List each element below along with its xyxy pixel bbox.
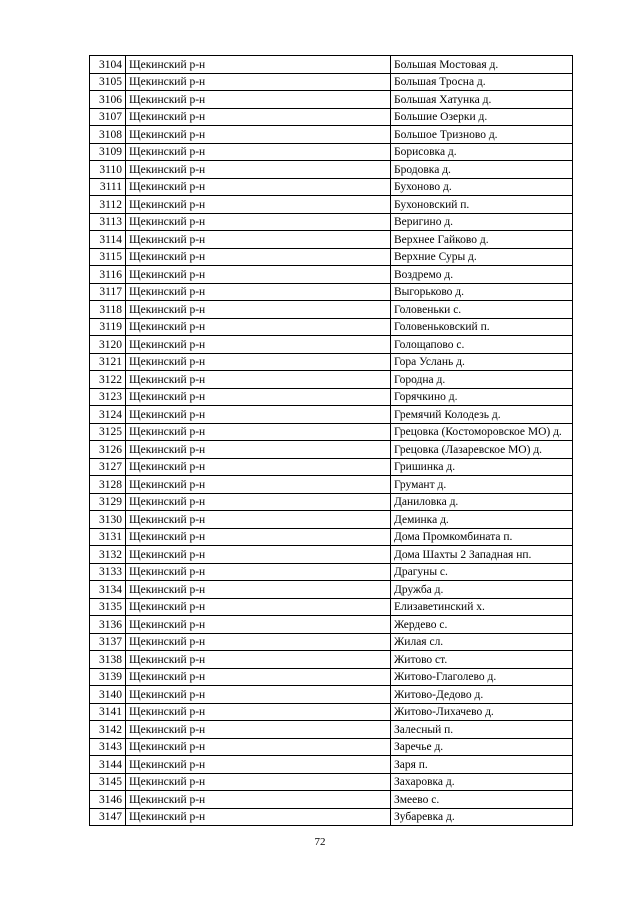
row-number: 3134 [90,581,126,599]
table-row [90,616,573,634]
row-number: 3145 [90,773,126,791]
table-row [90,266,573,284]
row-number: 3105 [90,73,126,91]
table-row [90,493,573,511]
row-number: 3106 [90,91,126,109]
row-number: 3143 [90,738,126,756]
table-row [90,721,573,739]
table-row [90,528,573,546]
district-cell: Щекинский р-н [126,773,391,791]
district-cell: Щекинский р-н [126,703,391,721]
settlement-cell: Захаровка д. [391,773,573,791]
district-cell: Щекинский р-н [126,283,391,301]
settlement-cell: Залесный п. [391,721,573,739]
settlement-cell: Дома Промкомбината п. [391,528,573,546]
settlement-cell: Жилая сл. [391,633,573,651]
page-number: 72 [314,836,326,848]
row-number: 3146 [90,791,126,809]
table-row [90,161,573,179]
table-row [90,546,573,564]
settlement-cell: Даниловка д. [391,493,573,511]
row-number: 3120 [90,336,126,354]
table-row [90,651,573,669]
district-cell: Щекинский р-н [126,353,391,371]
table-row [90,703,573,721]
district-cell: Щекинский р-н [126,56,391,74]
district-cell: Щекинский р-н [126,388,391,406]
row-number: 3135 [90,598,126,616]
settlement-cell: Бродовка д. [391,161,573,179]
settlement-cell: Заря п. [391,756,573,774]
district-cell: Щекинский р-н [126,161,391,179]
settlements-table [89,55,573,826]
district-cell: Щекинский р-н [126,598,391,616]
settlement-cell: Большая Тросна д. [391,73,573,91]
settlement-cell: Житово-Дедово д. [391,686,573,704]
district-cell: Щекинский р-н [126,441,391,459]
row-number: 3104 [90,56,126,74]
settlement-cell: Большая Хатунка д. [391,91,573,109]
table-row [90,406,573,424]
settlement-cell: Верхнее Гайково д. [391,231,573,249]
row-number: 3140 [90,686,126,704]
row-number: 3118 [90,301,126,319]
district-cell: Щекинский р-н [126,528,391,546]
row-number: 3117 [90,283,126,301]
table-row [90,248,573,266]
table-row [90,196,573,214]
table-row [90,178,573,196]
district-cell: Щекинский р-н [126,126,391,144]
district-cell: Щекинский р-н [126,738,391,756]
table-row [90,318,573,336]
settlement-cell: Зубаревка д. [391,808,573,826]
district-cell: Щекинский р-н [126,196,391,214]
row-number: 3141 [90,703,126,721]
district-cell: Щекинский р-н [126,458,391,476]
district-cell: Щекинский р-н [126,231,391,249]
district-cell: Щекинский р-н [126,756,391,774]
row-number: 3130 [90,511,126,529]
district-cell: Щекинский р-н [126,108,391,126]
district-cell: Щекинский р-н [126,423,391,441]
settlement-cell: Бухоново д. [391,178,573,196]
settlement-cell: Голощапово с. [391,336,573,354]
row-number: 3113 [90,213,126,231]
district-cell: Щекинский р-н [126,563,391,581]
settlement-cell: Головеньковский п. [391,318,573,336]
row-number: 3133 [90,563,126,581]
district-cell: Щекинский р-н [126,651,391,669]
district-cell: Щекинский р-н [126,336,391,354]
district-cell: Щекинский р-н [126,493,391,511]
settlement-cell: Заречье д. [391,738,573,756]
table-row [90,458,573,476]
row-number: 3122 [90,371,126,389]
settlement-cell: Грецовка (Лазаревское МО) д. [391,441,573,459]
row-number: 3108 [90,126,126,144]
table-row [90,371,573,389]
settlement-cell: Головеньки с. [391,301,573,319]
row-number: 3142 [90,721,126,739]
settlement-cell: Городна д. [391,371,573,389]
row-number: 3116 [90,266,126,284]
row-number: 3110 [90,161,126,179]
settlement-cell: Большая Мостовая д. [391,56,573,74]
settlement-cell: Житово-Лихачево д. [391,703,573,721]
settlement-cell: Воздремо д. [391,266,573,284]
district-cell: Щекинский р-н [126,266,391,284]
row-number: 3119 [90,318,126,336]
row-number: 3128 [90,476,126,494]
settlement-cell: Выгорьково д. [391,283,573,301]
settlement-cell: Жердево с. [391,616,573,634]
table-row [90,791,573,809]
table-row [90,73,573,91]
settlements-table-body [90,56,573,826]
settlement-cell: Житово ст. [391,651,573,669]
settlement-cell: Веригино д. [391,213,573,231]
district-cell: Щекинский р-н [126,668,391,686]
district-cell: Щекинский р-н [126,633,391,651]
settlement-cell: Деминка д. [391,511,573,529]
district-cell: Щекинский р-н [126,721,391,739]
row-number: 3111 [90,178,126,196]
district-cell: Щекинский р-н [126,213,391,231]
row-number: 3124 [90,406,126,424]
district-cell: Щекинский р-н [126,301,391,319]
table-row [90,686,573,704]
row-number: 3137 [90,633,126,651]
row-number: 3107 [90,108,126,126]
table-row [90,388,573,406]
row-number: 3147 [90,808,126,826]
settlement-cell: Дружба д. [391,581,573,599]
district-cell: Щекинский р-н [126,476,391,494]
row-number: 3114 [90,231,126,249]
district-cell: Щекинский р-н [126,371,391,389]
settlement-cell: Житово-Глаголево д. [391,668,573,686]
row-number: 3126 [90,441,126,459]
table-row [90,56,573,74]
settlement-cell: Дома Шахты 2 Западная нп. [391,546,573,564]
district-cell: Щекинский р-н [126,178,391,196]
district-cell: Щекинский р-н [126,616,391,634]
row-number: 3115 [90,248,126,266]
table-row [90,143,573,161]
table-row [90,756,573,774]
settlement-cell: Гришинка д. [391,458,573,476]
table-row [90,598,573,616]
table-row [90,231,573,249]
row-number: 3123 [90,388,126,406]
table-row [90,738,573,756]
row-number: 3132 [90,546,126,564]
row-number: 3109 [90,143,126,161]
settlement-cell: Грумант д. [391,476,573,494]
settlement-cell: Елизаветинский х. [391,598,573,616]
table-row [90,511,573,529]
table-row [90,808,573,826]
table-row [90,353,573,371]
district-cell: Щекинский р-н [126,686,391,704]
row-number: 3121 [90,353,126,371]
district-cell: Щекинский р-н [126,581,391,599]
row-number: 3139 [90,668,126,686]
row-number: 3125 [90,423,126,441]
row-number: 3129 [90,493,126,511]
district-cell: Щекинский р-н [126,791,391,809]
settlement-cell: Бухоновский п. [391,196,573,214]
settlement-cell: Гора Услань д. [391,353,573,371]
table-row [90,213,573,231]
table-row [90,476,573,494]
district-cell: Щекинский р-н [126,73,391,91]
settlement-cell: Большие Озерки д. [391,108,573,126]
row-number: 3144 [90,756,126,774]
row-number: 3112 [90,196,126,214]
district-cell: Щекинский р-н [126,318,391,336]
settlement-cell: Верхние Суры д. [391,248,573,266]
settlement-cell: Драгуны с. [391,563,573,581]
district-cell: Щекинский р-н [126,143,391,161]
settlement-cell: Гремячий Колодезь д. [391,406,573,424]
district-cell: Щекинский р-н [126,546,391,564]
table-row [90,423,573,441]
table-row [90,563,573,581]
table-row [90,301,573,319]
table-row [90,633,573,651]
settlement-cell: Грецовка (Костоморовское МО) д. [391,423,573,441]
table-row [90,441,573,459]
table-row [90,283,573,301]
settlement-cell: Борисовка д. [391,143,573,161]
table-row [90,668,573,686]
settlement-cell: Горячкино д. [391,388,573,406]
row-number: 3138 [90,651,126,669]
table-row [90,126,573,144]
table-row [90,336,573,354]
table-row [90,108,573,126]
table-row [90,91,573,109]
settlement-cell: Змеево с. [391,791,573,809]
row-number: 3131 [90,528,126,546]
row-number: 3136 [90,616,126,634]
district-cell: Щекинский р-н [126,248,391,266]
district-cell: Щекинский р-н [126,511,391,529]
settlement-cell: Большое Тризново д. [391,126,573,144]
district-cell: Щекинский р-н [126,808,391,826]
row-number: 3127 [90,458,126,476]
table-row [90,581,573,599]
district-cell: Щекинский р-н [126,91,391,109]
table-row [90,773,573,791]
district-cell: Щекинский р-н [126,406,391,424]
